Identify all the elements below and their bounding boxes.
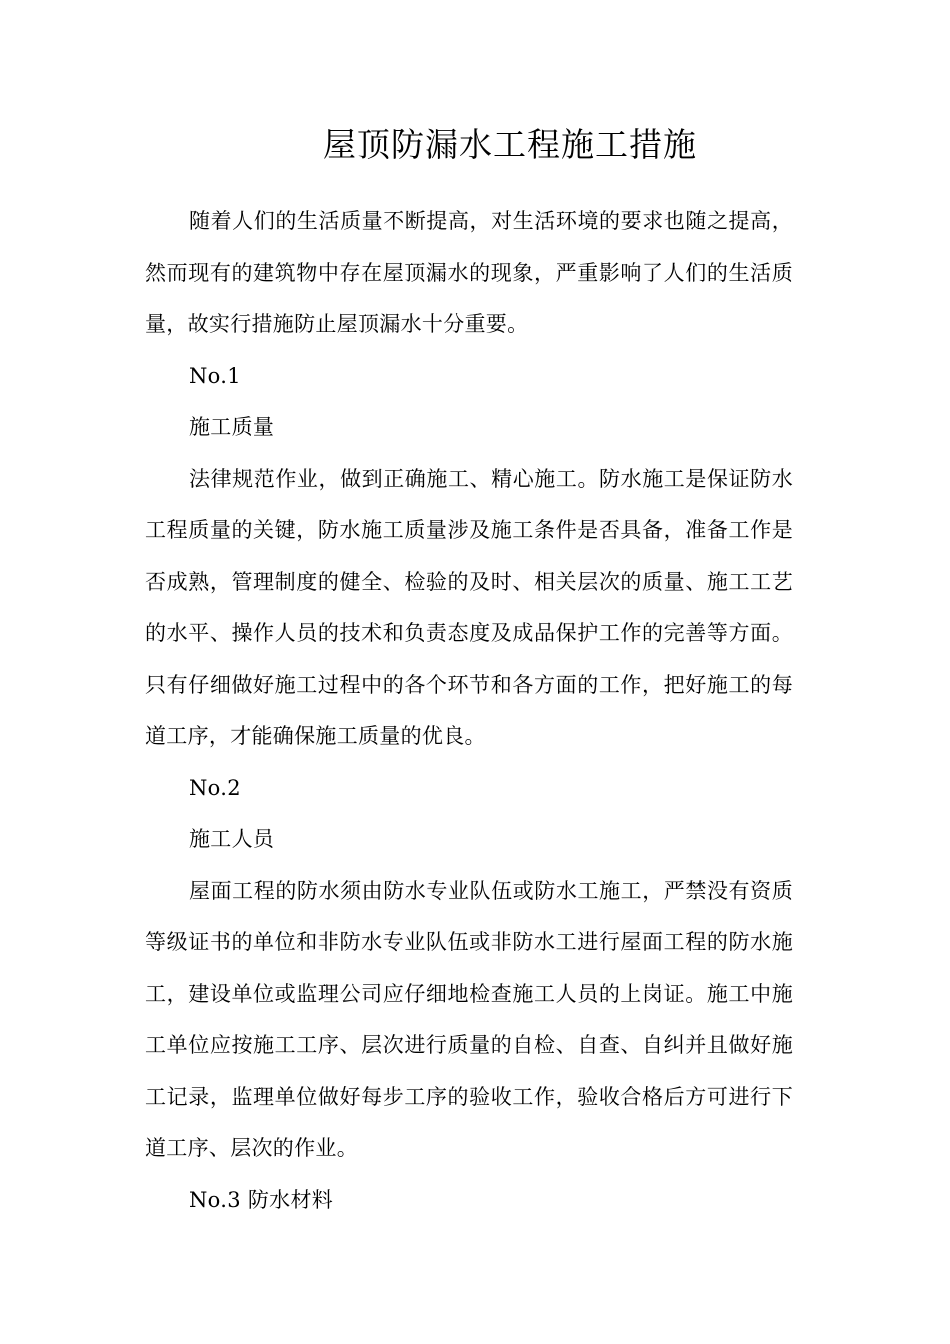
section-2-body: 屋面工程的防水须由防水专业队伍或防水工施工，严禁没有资质等级证书的单位和非防水专业队伍或非防水工进行屋面工程的防水施工，建设单位或监理公司应仔细地检查施工人员的上岗证。施工中施工单位应按施工工序、层次进行质量的自检、自查、自纠并且做好施工记录，监理单位做好每步工序的验收工作，验收合格后方可进行下道工序、层次的作业。 xyxy=(145,878,793,1160)
section-1-number: No.1 xyxy=(189,363,241,388)
section-2-number: No.2 xyxy=(189,775,241,800)
intro-paragraph: 随着人们的生活质量不断提高，对生活环境的要求也随之提高，然而现有的建筑物中存在屋顶漏水的现象，严重影响了人们的生活质量，故实行措施防止屋顶漏水十分重要。 xyxy=(145,209,793,336)
document-body xyxy=(145,196,793,1226)
section-1-heading: 施工质量 xyxy=(189,415,275,439)
section-1-body: 法律规范作业，做到正确施工、精心施工。防水施工是保证防水工程质量的关键，防水施工质量涉及施工条件是否具备，准备工作是否成熟，管理制度的健全、检验的及时、相关层次的质量、施工工艺的水平、操作人员的技术和负责态度及成品保护工作的完善等方面。只有仔细做好施工过程中的各个环节和各方面的工作，把好施工的每道工序，才能确保施工质量的优良。 xyxy=(145,466,793,748)
document-title: 屋顶防漏水工程施工措施 xyxy=(323,125,697,164)
section-2-heading: 施工人员 xyxy=(189,827,275,851)
section-3-heading: No.3 防水材料 xyxy=(189,1187,334,1212)
